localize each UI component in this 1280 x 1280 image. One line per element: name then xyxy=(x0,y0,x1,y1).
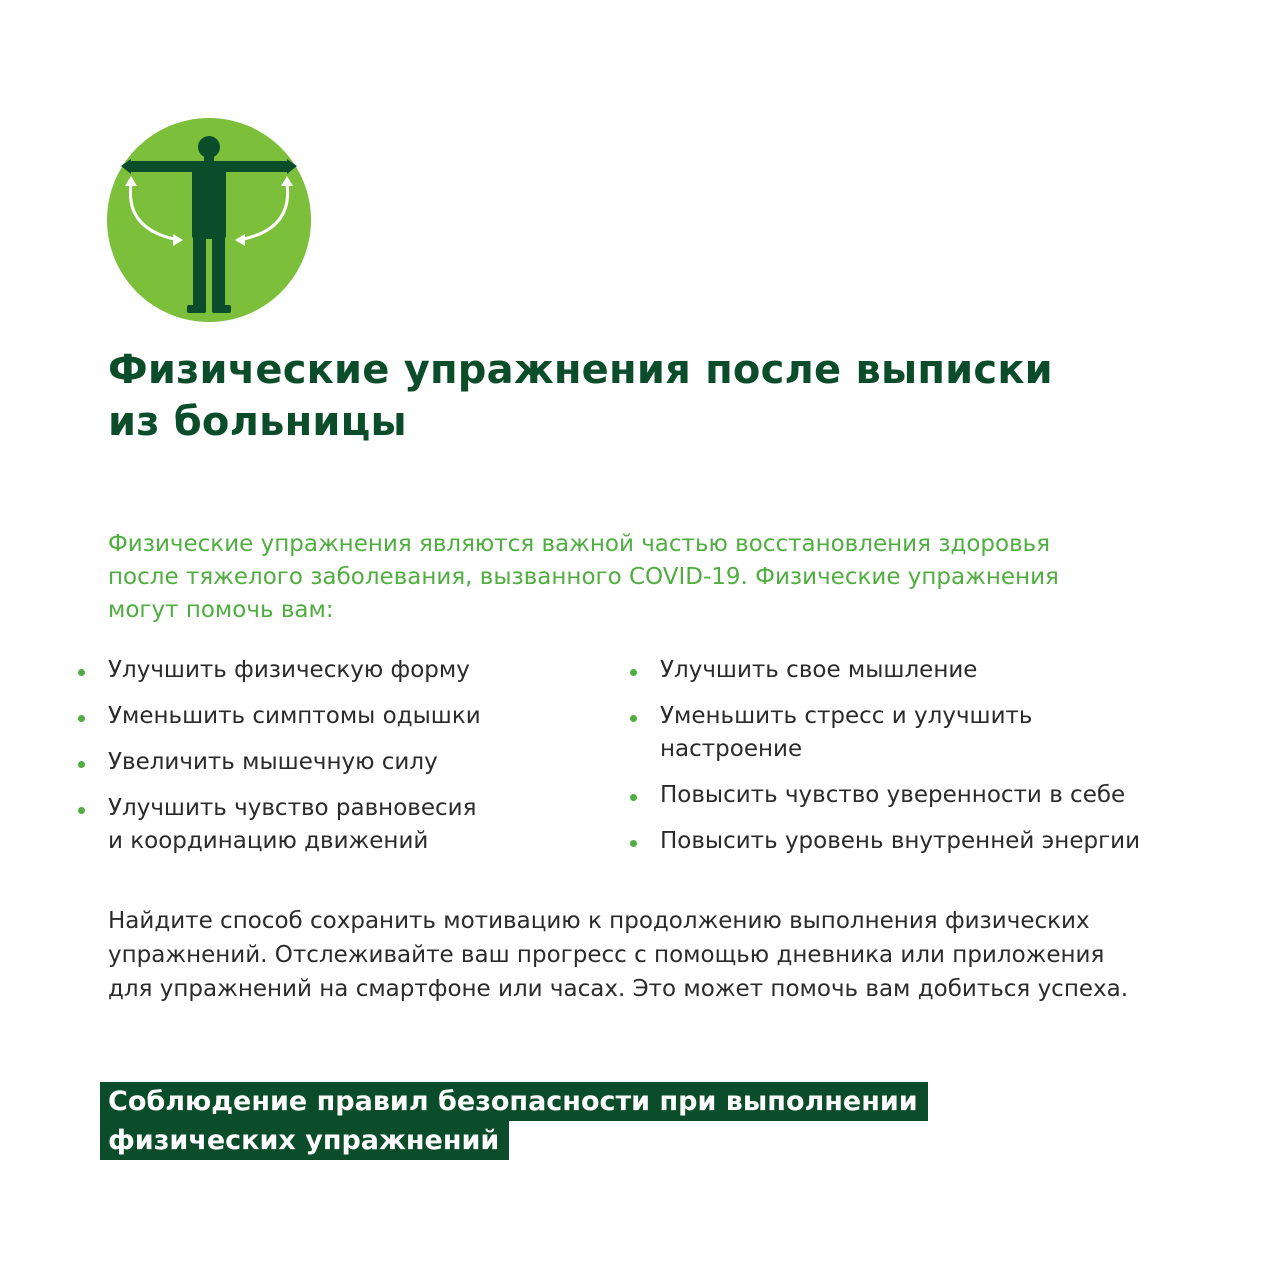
benefits-list-left xyxy=(108,654,608,871)
intro-line-3: могут помочь вам: xyxy=(108,597,334,623)
bullet-dot-icon xyxy=(78,761,85,768)
benefits-list-right xyxy=(660,654,1180,871)
bullet-dot-icon xyxy=(630,669,637,676)
safety-heading-line-1: Соблюдение правил безопасности при выполнении xyxy=(100,1082,928,1121)
bullet-dot-icon xyxy=(630,794,637,801)
list-item: Увеличить мышечную силу xyxy=(108,746,608,779)
motivation-line-1: Найдите способ сохранить мотивацию к продолжению выполнения физических xyxy=(108,908,1090,934)
motivation-line-2: упражнений. Отслеживайте ваш прогресс с помощью дневника или приложения xyxy=(108,942,1105,968)
list-item: Улучшить чувство равновесия и координацию движений xyxy=(108,792,608,858)
page-title-line-1: Физические упражнения после выписки xyxy=(108,347,1053,393)
safety-section-heading xyxy=(100,1082,928,1160)
person-arms-stretch-icon xyxy=(107,118,311,322)
intro-paragraph xyxy=(108,528,1188,627)
bullet-dot-icon xyxy=(630,840,637,847)
bullet-dot-icon xyxy=(78,807,85,814)
list-item: Повысить чувство уверенности в себе xyxy=(660,779,1180,812)
intro-line-1: Физические упражнения являются важной частью восстановления здоровья xyxy=(108,531,1051,557)
intro-line-2: после тяжелого заболевания, вызванного COVID-19. Физические упражнения xyxy=(108,564,1059,590)
list-item: Улучшить физическую форму xyxy=(108,654,608,687)
page-title xyxy=(108,344,1168,448)
bullet-dot-icon xyxy=(630,715,637,722)
safety-heading-line-2: физических упражнений xyxy=(100,1121,509,1160)
bullet-dot-icon xyxy=(78,715,85,722)
motivation-paragraph xyxy=(108,904,1188,1006)
bullet-dot-icon xyxy=(78,669,85,676)
list-item: Повысить уровень внутренней энергии xyxy=(660,825,1180,858)
motivation-line-3: для упражнений на смартфоне или часах. Это может помочь вам добиться успеха. xyxy=(108,976,1129,1002)
page-title-line-2: из больницы xyxy=(108,399,407,445)
list-item: Улучшить свое мышление xyxy=(660,654,1180,687)
list-item: Уменьшить стресс и улучшить настроение xyxy=(660,700,1180,766)
list-item: Уменьшить симптомы одышки xyxy=(108,700,608,733)
